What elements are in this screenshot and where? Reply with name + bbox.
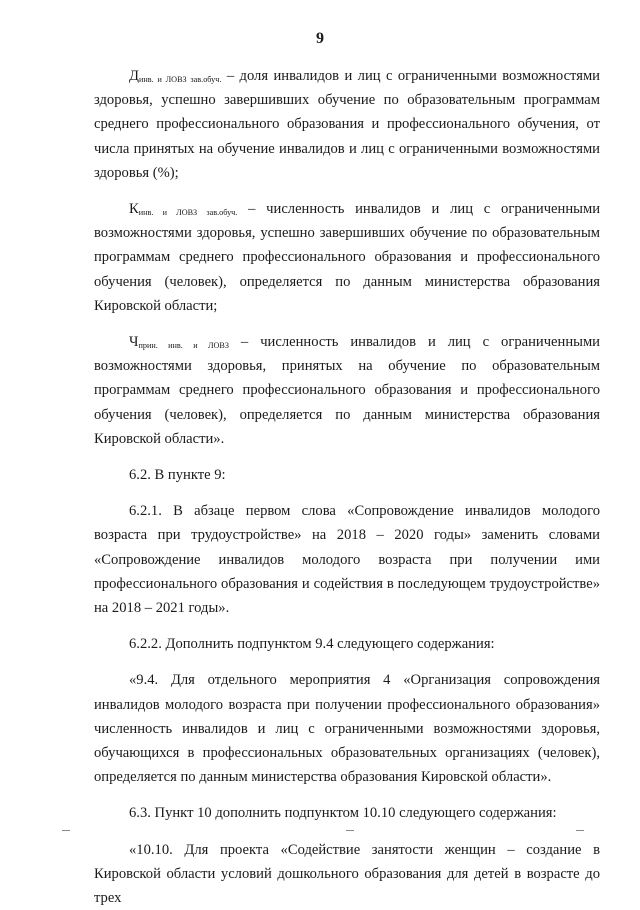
scan-mark-center <box>346 830 354 831</box>
indicator-symbol: К <box>129 201 139 218</box>
paragraph-text: – доля инвалидов и лиц с ограниченными возможностями здоровья, успешно завершивших обучение по образовательным программам среднего профессионального образования и профессионального обучения, от числа принятых на обучение инвалидов и лиц с ограниченными возможностями здоровья (%); <box>94 68 600 181</box>
paragraph-6-2-1: 6.2.1. В абзаце первом слова «Сопровождение инвалидов молодого возраста при трудоустройстве» на 2018 – 2020 годы» заменить словами «Сопровождение инвалидов молодого возраста при получении ими профессионального образования и содействия в последующем трудоустройстве» на 2018 – 2021 годы». <box>94 503 600 617</box>
paragraph-10-10: «10.10. Для проекта «Содействие занятости женщин – создание в Кировской области условий дошкольного образования для детей в возрасте до трех <box>94 841 600 907</box>
scan-mark-left <box>62 830 70 831</box>
paragraph-text: – численность инвалидов и лиц с ограниченными возможностями здоровья, принятых на обучение по образовательным программам среднего профессионального образования и профессионального обучения (человек), определяется по данным министерства образования Кировской области». <box>94 334 600 447</box>
paragraph-6-3: 6.3. Пункт 10 дополнить подпунктом 10.10 следующего содержания: <box>129 805 557 822</box>
paragraph-definition-graduates <box>94 197 600 318</box>
paragraph-9-4: «9.4. Для отдельного мероприятия 4 «Организация сопровождения инвалидов молодого возраста при получении профессионального образования» численность инвалидов и лиц с ограниченными возможностями здоровья, обучающихся в профессиональных образовательных организациях (человек), определяется по данным министерства образования Кировской области». <box>94 672 600 786</box>
indicator-symbol: Д <box>129 68 139 84</box>
indicator-subscript: прин. инв. и ЛОВЗ <box>138 341 229 351</box>
indicator-symbol: Ч <box>129 334 139 351</box>
paragraph-text: – численность инвалидов и лиц с ограниченными возможностями здоровья, успешно завершивших обучение по образовательным программам среднего профессионального образования и профессионального обучения (человек), определяется по данным министерства образования Кировской области; <box>94 201 600 314</box>
document-body <box>94 64 600 910</box>
paragraph-6-2-2: 6.2.2. Дополнить подпунктом 9.4 следующего содержания: <box>129 636 495 653</box>
paragraph-6-2: 6.2. В пункте 9: <box>129 467 226 484</box>
paragraph-definition-admitted <box>94 330 600 451</box>
scan-mark-right <box>576 830 584 831</box>
indicator-subscript: инв. и ЛОВЗ зав.обуч. <box>138 75 222 84</box>
paragraph-definition-share <box>94 64 600 185</box>
indicator-subscript: инв. и ЛОВЗ зав.обуч. <box>138 208 238 218</box>
page-number: 9 <box>316 30 324 47</box>
